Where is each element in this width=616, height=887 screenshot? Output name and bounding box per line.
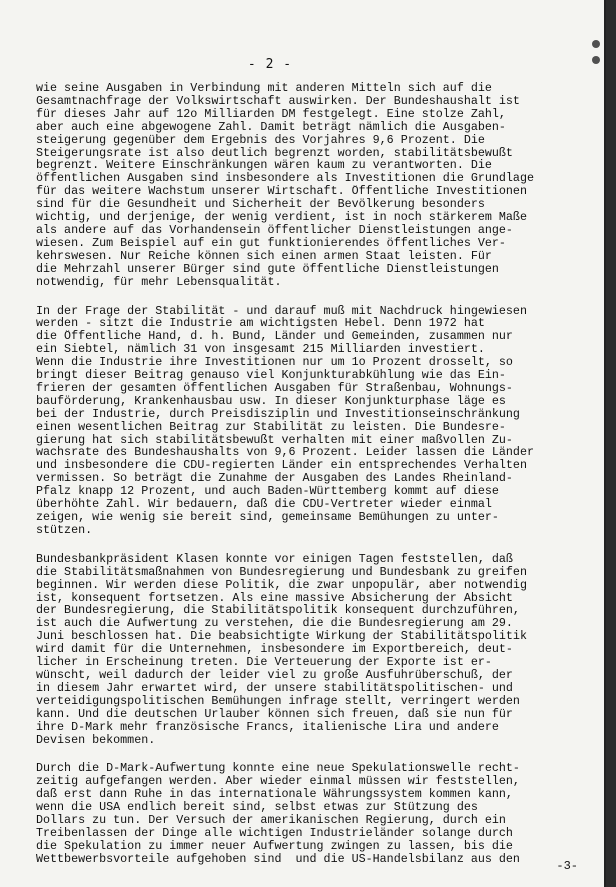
text-line: öffentlichen Ausgaben sind insbesondere als Investitionen die Grundlage [36,172,534,186]
text-line: Bundesbankpräsident Klasen konnte vor einigen Tagen feststellen, daß [36,552,513,566]
text-line: und insbesondere die CDU-regierten Länder ein entsprechendes Verhalten [36,459,527,473]
text-line: verteidigungspolitischen Bemühungen infrage stellt, verringert werden [36,694,520,708]
text-line: wiesen. Zum Beispiel auf ein gut funktionierendes öffentliches Ver- [36,236,506,250]
text-line: zeitig aufgefangen werden. Aber wieder einmal müssen wir feststellen, [36,775,520,789]
text-line: Wettbewerbsvorteile aufgehoben sind und die US-Handelsbilanz aus den [36,852,520,866]
text-line: Durch die D-Mark-Aufwertung konnte eine neue Spekulationswelle recht- [36,762,520,776]
text-line: wird damit für die Unternehmen, insbesondere im Exportbereich, deut- [36,643,513,657]
text-line: die Mehrzahl unserer Bürger sind gute öffentliche Dienstleistungen [36,262,499,276]
text-line: zeigen, wie wenig sie bereit sind, gemeinsame Bemühungen zu unter- [36,511,499,524]
text-line: wünscht, weil dadurch der leider viel zu große Ausfuhrüberschuß, der [36,668,513,682]
text-line: Juni beschlossen hat. Die beabsichtigte Wirkung der Stabilitätspolitik [36,630,527,644]
text-line: bauförderung, Krankenhausbau usw. In dieser Konjunkturphase läge es [36,394,506,408]
text-line: licher in Erscheinung treten. Die Verteuerung der Exporte ist er- [36,656,492,669]
paragraph-gap [36,746,556,762]
text-line: In der Frage der Stabilität - und darauf muß mit Nachdruck hingewiesen [36,304,527,318]
text-line: einen wesentlichen Beitrag zur Stabilität zu leisten. Die Bundesre- [36,420,506,434]
text-line: für das weitere Wachstum unserer Wirtschaft. Öffentliche Investitionen [36,185,527,199]
text-line: notwendig, für mehr Lebensqualität. [36,275,282,289]
text-line: ein Siebtel, nämlich 31 von insgesamt 215 Milliarden investiert. [36,343,485,357]
text-line: bei der Industrie, durch Preisdisziplin und Investitionseinschränkung [36,407,520,421]
paragraph-gap [36,289,556,305]
text-line: aber auch eine abgewogene Zahl. Damit beträgt nämlich die Ausgaben- [36,120,506,134]
text-line: bringt dieser Beitrag genauso viel Konjunkturabkühlung wie das Ein- [36,369,506,382]
text-line: frieren der gesamten öffentlichen Ausgaben für Straßenbau, Wohnungs- [36,381,513,395]
text-line: der Bundesregierung, die Stabilitätspolitik konsequent durchzuführen, [36,604,520,618]
text-line: als andere auf das Vorhandensein öffentlicher Dienstleistungen ange- [36,223,513,237]
text-line: werden - sitzt die Industrie am wichtigsten Hebel. Denn 1972 hat [36,317,485,331]
text-line: wichtig, und derjenige, der wenig verdient, ist in noch stärkerem Maße [36,211,527,224]
text-line: stützen. [36,523,93,537]
text-line: Treibenlassen der Dinge alle wichtigen Industrieländer solange durch [36,826,513,840]
text-line: wenn die USA endlich bereit sind, selbst etwas zur Stützung des [36,801,478,815]
paragraph-bundesbank [36,553,556,747]
text-line: die Stabilitätsmaßnahmen von Bundesregierung und Bundesbank zu greifen [36,565,527,579]
text-line: wachsrate des Bundeshaushalts von 9,6 Prozent. Leider lassen die Länder [36,446,534,460]
text-line: begrenzt. Weitere Einschränkungen wären kaum zu verantworten. Die [36,159,492,173]
text-line: wie seine Ausgaben in Verbindung mit anderen Mitteln sich auf die [36,82,492,95]
continuation-marker: -3- [556,859,578,873]
scan-edge [606,0,616,887]
text-line: Gesamtnachfrage der Volkswirtschaft auswirken. Der Bundeshaushalt ist [36,94,520,108]
text-line: für dieses Jahr auf 12o Milliarden DM festgelegt. Eine stolze Zahl, [36,107,506,121]
punch-hole [592,40,600,48]
text-line: beginnen. Wir werden diese Politik, die zwar unpopulär, aber notwendig [36,578,527,592]
text-line: kehrswesen. Nur Reiche können sich einen armen Staat leisten. Für [36,249,492,263]
page-number: - 2 - [247,57,293,72]
text-line: in diesem Jahr erwartet wird, der unsere stabilitätspolitischen- und [36,681,513,695]
paragraph-revaluation [36,762,556,865]
punch-hole [592,56,600,64]
text-line: vermissen. So beträgt die Zunahme der Ausgaben des Landes Rheinland- [36,472,513,486]
document-body [36,82,556,866]
text-line: ist, konsequent fortsetzen. Als eine massive Absicherung der Absicht [36,591,513,605]
text-line: sind für die Gesundheit und Sicherheit der Bevölkerung besonders [36,198,485,212]
text-line: überhöhte Zahl. Wir bedauern, daß die CDU-Vertreter wieder einmal [36,498,492,511]
paragraph-stability-industry [36,305,556,537]
paragraph-gap [36,537,556,553]
text-line: Wenn die Industrie ihre Investitionen nur um 1o Prozent drosselt, so [36,356,513,370]
text-line: daß erst dann Ruhe in das internationale Währungssystem kommen kann, [36,788,513,802]
paragraph-budget [36,82,556,289]
text-line: steigerung gegenüber dem Ergebnis des Vorjahres 9,6 Prozent. Die [36,133,485,147]
text-line: Devisen bekommen. [36,733,156,747]
text-line: die Spekulation zu immer neuer Aufwertung zwingen zu lassen, bis die [36,839,513,853]
text-line: ist auch die Aufwertung zu verstehen, die die Bundesregierung am 29. [36,617,513,631]
text-line: Steigerungsrate ist also deutlich begrenzt worden, stabilitätsbewußt [36,146,513,160]
text-line: die Öffentliche Hand, d. h. Bund, Länder und Gemeinden, zusammen nur [36,330,513,344]
text-line: Dollars zu tun. Der Versuch der amerikanischen Regierung, durch ein [36,814,506,827]
text-line: ihre D-Mark mehr französische Francs, italienische Lira und andere [36,720,499,734]
text-line: Pfalz knapp 12 Prozent, und auch Baden-Württemberg kommt auf diese [36,485,499,499]
text-line: gierung hat sich stabilitätsbewußt verhalten mit einer maßvollen Zu- [36,433,513,447]
text-line: kann. Und die deutschen Urlauber können sich freuen, daß sie nun für [36,707,513,721]
